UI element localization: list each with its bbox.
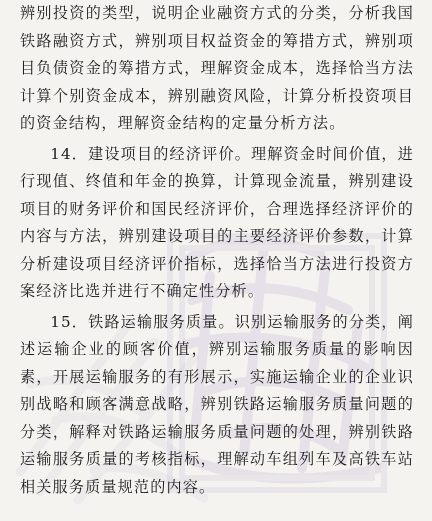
text-body <box>20 0 414 501</box>
paragraph-item-15: 15．铁路运输服务质量。识别运输服务的分类，阐述运输企业的顾客价值，辨别运输服务质量的影响因素，开展运输服务的有形展示，实施运输企业的企业识别战略和顾客满意战略，辨别铁路运输服务质量问题的分类，解释对铁路运输服务质量问题的处理，辨别铁路运输服务质量的考核指标，理解动车组列车及高铁车站相关服务质量规范的内容。 <box>20 312 414 496</box>
paragraph-intro: 辨别投资的类型，说明企业融资方式的分类，分析我国铁路融资方式，辨别项目权益资金的筹措方式，辨别项目负债资金的筹措方式，理解资金成本，选择恰当方法计算个别资金成本，辨别融资风险，计算分析投资项目的资金结构，理解资金结构的定量分析方法。 <box>20 4 414 132</box>
paragraph-item-14: 14．建设项目的经济评价。理解资金时间价值，进行现值、终值和年金的换算，计算现金流量，辨别建设项目的财务评价和国民经济评价，合理选择经济评价的内容与方法，辨别建设项目的主要经济评价参数，计算分析建设项目经济评价指标，选择恰当方法进行投资方案经济比选并进行不确定性分析。 <box>20 144 414 300</box>
